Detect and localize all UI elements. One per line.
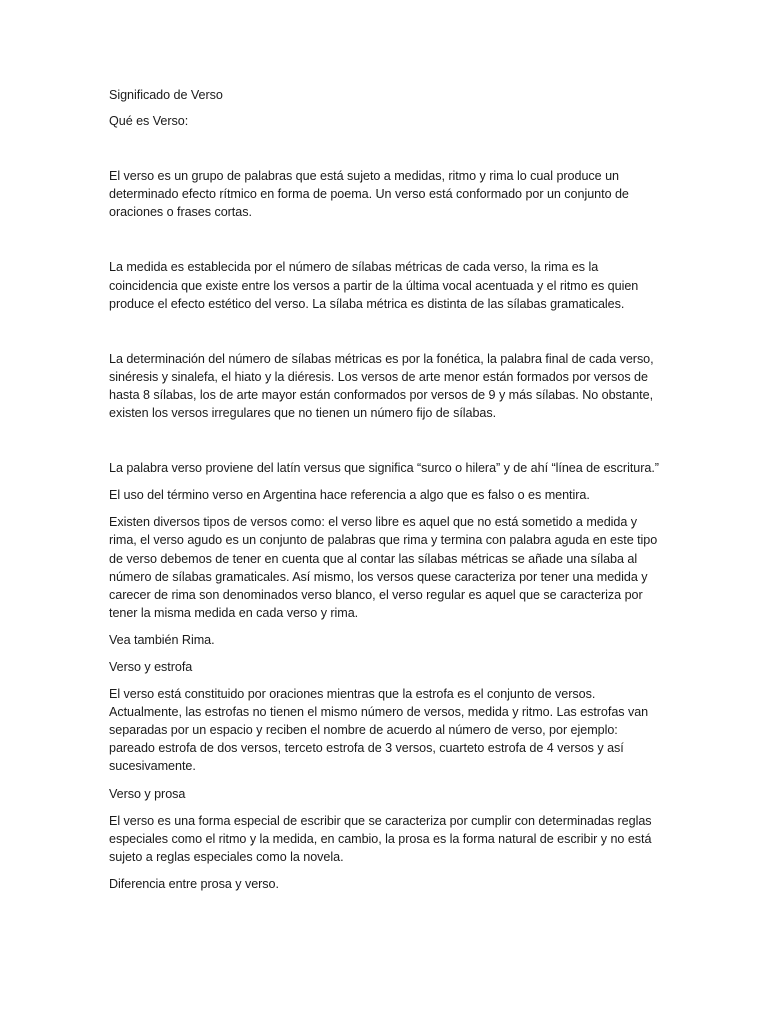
paragraph: Existen diversos tipos de versos como: el verso libre es aquel que no está sometido a medida y rima, el verso agudo es un conjunto de palabras que rima y termina con palabra aguda en este tipo de verso debemos de tener en cuenta que al contar las sílabas métricas se añade una sílaba al número de sílabas gramaticales. Así mismo, los versos quese caracteriza por tener una medida y carecer de rima son denominados verso blanco, el verso regular es aquel que se caracteriza por tener la misma medida en cada verso y rima. <box>109 515 658 620</box>
paragraph: El verso es una forma especial de escribir que se caracteriza por cumplir con determinadas reglas especiales como el ritmo y la medida, en cambio, la prosa es la forma natural de escribir y no está sujeto a reglas especiales como la novela. <box>109 813 652 864</box>
paragraph: La medida es establecida por el número de sílabas métricas de cada verso, la rima es la coincidencia que existe entre los versos a partir de la última vocal acentuada y el ritmo es quien produce el efecto estético del verso. La sílaba métrica es distinta de las sílabas gramaticales. <box>109 260 639 311</box>
paragraph: La palabra verso proviene del latín versus que significa “surco o hilera” y de ahí “línea de escritura.” <box>109 461 659 476</box>
paragraph: El verso está constituido por oraciones mientras que la estrofa es el conjunto de versos. Actualmente, las estrofas no tienen el mismo número de versos, medida y ritmo. Las estrofas van separadas por un espacio y reciben el nombre de acuerdo al número de verso, por ejemplo: pareado estrofa de dos versos, terceto estrofa de 3 versos, cuarteto estrofa de 4 versos y así sucesivamente. <box>109 687 649 774</box>
paragraph: El verso es un grupo de palabras que está sujeto a medidas, ritmo y rima lo cual produce un determinado efecto rítmico en forma de poema. Un verso está conformado por un conjunto de oraciones o frases cortas. <box>109 169 629 220</box>
paragraph: Diferencia entre prosa y verso. <box>109 876 279 891</box>
paragraph: La determinación del número de sílabas métricas es por la fonética, la palabra final de cada verso, sinéresis y sinalefa, el hiato y la diéresis. Los versos de arte menor están formados por versos de hasta 8 sílabas, los de arte mayor están conformados por versos de 9 y más sílabas. No obstante, existen los versos irregulares que no tienen un número fijo de sílabas. <box>109 351 654 421</box>
section-heading: Verso y estrofa <box>109 659 193 674</box>
document-title: Significado de Verso <box>109 88 223 102</box>
paragraph: El uso del término verso en Argentina hace referencia a algo que es falso o es mentira. <box>109 488 590 503</box>
section-heading: Verso y prosa <box>109 786 186 801</box>
paragraph: Vea también Rima. <box>109 632 215 647</box>
section-heading: Qué es Verso: <box>109 114 189 129</box>
